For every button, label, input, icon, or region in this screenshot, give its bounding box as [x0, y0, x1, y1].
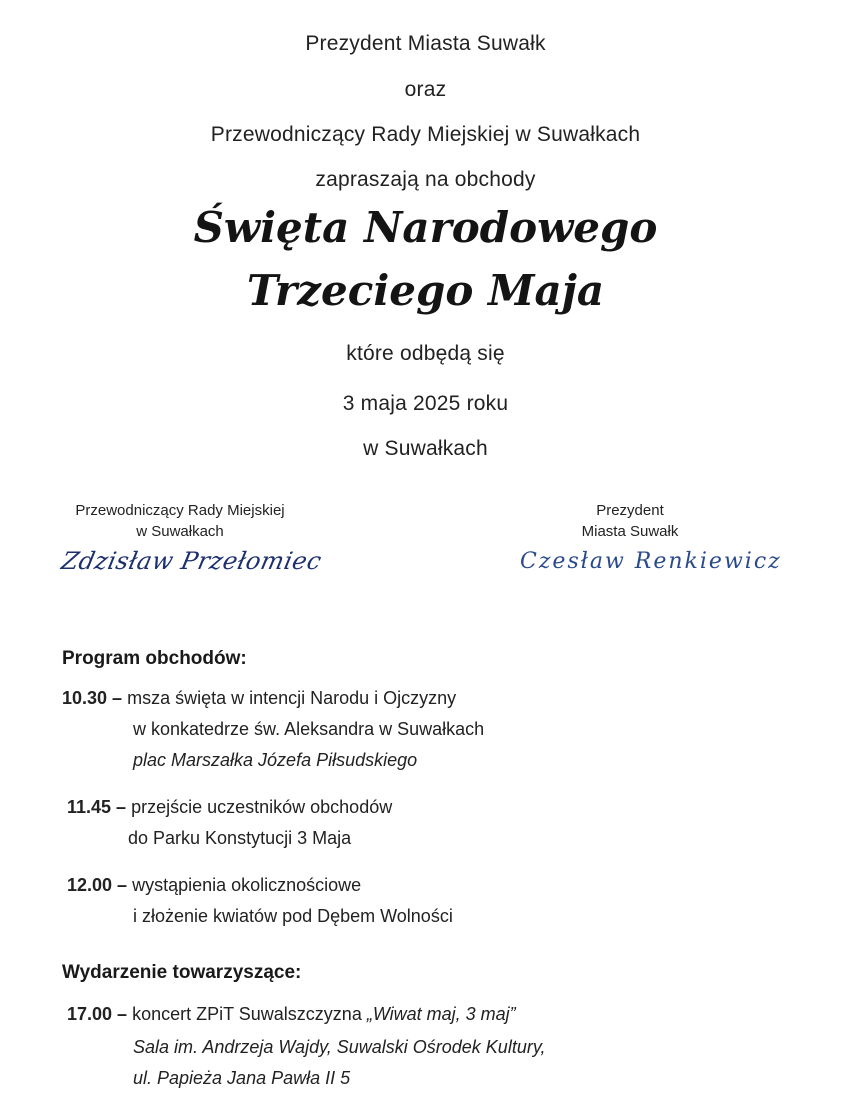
program-item-3-line-2: i złożenie kwiatów pod Dębem Wolności	[133, 906, 453, 926]
signature-left: Zdzisław Przełomiec	[59, 547, 325, 575]
program-item-1-line-2: w konkatedrze św. Aleksandra w Suwałkach	[133, 719, 485, 739]
signature-left-role	[50, 500, 310, 542]
program-item-3-time: 12.00 –	[67, 875, 128, 895]
program-item-2-time: 11.45 –	[67, 797, 127, 817]
side-event-concert-title: „Wiwat maj, 3 maj”	[366, 1004, 516, 1024]
header-line-2: oraz	[404, 78, 447, 101]
title-line-1: Święta Narodowego	[193, 203, 658, 252]
program-item-3	[67, 875, 361, 896]
program-item-1-time: 10.30 –	[62, 688, 123, 708]
side-event-line-1: koncert ZPiT Suwalszczyzna	[132, 1004, 367, 1024]
side-event-address: ul. Papieża Jana Pawła II 5	[133, 1068, 351, 1088]
side-event-venue: Sala im. Andrzeja Wajdy, Suwalski Ośrodek Kultury,	[133, 1037, 546, 1057]
program-item-1	[62, 688, 456, 709]
side-event-item	[67, 1004, 516, 1025]
event-date: 3 maja 2025 roku	[342, 392, 509, 415]
program-item-1-line-1: msza święta w intencji Narodu i Ojczyzny	[127, 688, 457, 708]
signature-right: Czesław Renkiewicz	[520, 549, 782, 574]
signature-right-role-line-2: Miasta Suwałk	[581, 523, 679, 540]
title-line-2: Trzeciego Maja	[246, 266, 605, 315]
signature-left-role-line-1: Przewodniczący Rady Miejskiej	[75, 502, 285, 519]
program-item-1-place: plac Marszałka Józefa Piłsudskiego	[133, 750, 418, 770]
side-event-heading: Wydarzenie towarzyszące:	[62, 962, 302, 983]
header-line-4: zapraszają na obchody	[315, 168, 536, 191]
program-heading: Program obchodów:	[62, 648, 247, 669]
details-line-1: które odbędą się	[346, 342, 505, 365]
program-item-2	[67, 797, 392, 818]
signature-left-role-line-2: w Suwałkach	[136, 523, 224, 540]
signature-right-role	[530, 500, 730, 542]
program-item-2-line-1: przejście uczestników obchodów	[131, 797, 393, 817]
side-event-time: 17.00 –	[67, 1004, 128, 1024]
event-location: w Suwałkach	[363, 437, 488, 460]
header-line-3: Przewodniczący Rady Miejskiej w Suwałkach	[210, 123, 641, 146]
header-line-1: Prezydent Miasta Suwałk	[305, 32, 546, 55]
program-item-2-line-2: do Parku Konstytucji 3 Maja	[128, 828, 352, 848]
program-item-3-line-1: wystąpienia okolicznościowe	[132, 875, 362, 895]
signature-right-role-line-1: Prezydent	[596, 502, 664, 519]
